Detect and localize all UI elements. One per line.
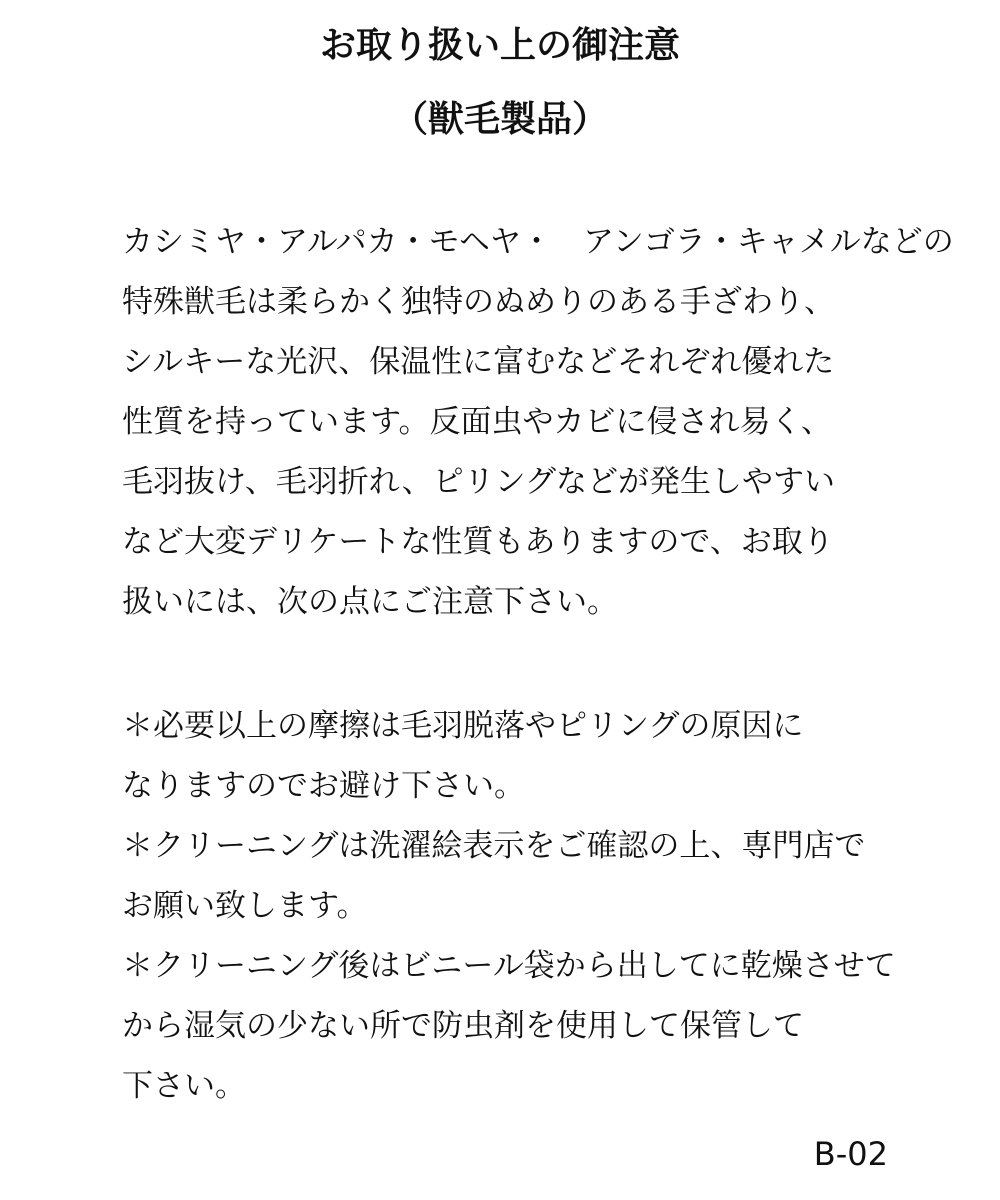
page-subtitle: （獣毛製品） — [391, 99, 608, 140]
intro-line: など大変デリケートな性質もありますので、お取り — [122, 524, 834, 560]
note-line: なりますのでお避け下さい。 — [122, 768, 525, 804]
note-line: お願い致します。 — [122, 888, 368, 924]
intro-line: 扱いには、次の点にご注意下さい。 — [122, 584, 618, 620]
note-line: ＊必要以上の摩擦は毛羽脱落やピリングの原因に — [122, 708, 804, 744]
intro-line: カシミヤ・アルパカ・モヘヤ・ アンゴラ・キャメルなどの — [122, 224, 954, 260]
note-line: ＊クリーニング後はビニール袋から出してに乾燥させて — [122, 948, 896, 984]
page-title: お取り扱い上の御注意 — [319, 25, 680, 66]
intro-line: 特殊獣毛は柔らかく独特のぬめりのある手ざわり、 — [122, 284, 835, 320]
note-line: 下さい。 — [122, 1068, 246, 1104]
intro-line: 性質を持っています。反面虫やカビに侵され易く、 — [122, 404, 832, 440]
note-line: から湿気の少ない所で防虫剤を使用して保管して — [122, 1008, 804, 1044]
intro-line: シルキーな光沢、保温性に富むなどそれぞれ優れた — [122, 344, 835, 380]
document-code: B-02 — [813, 1135, 888, 1173]
note-line: ＊クリーニングは洗濯絵表示をご確認の上、専門店で — [122, 828, 866, 864]
intro-line: 毛羽抜け、毛羽折れ、ピリングなどが発生しやすい — [122, 464, 835, 500]
